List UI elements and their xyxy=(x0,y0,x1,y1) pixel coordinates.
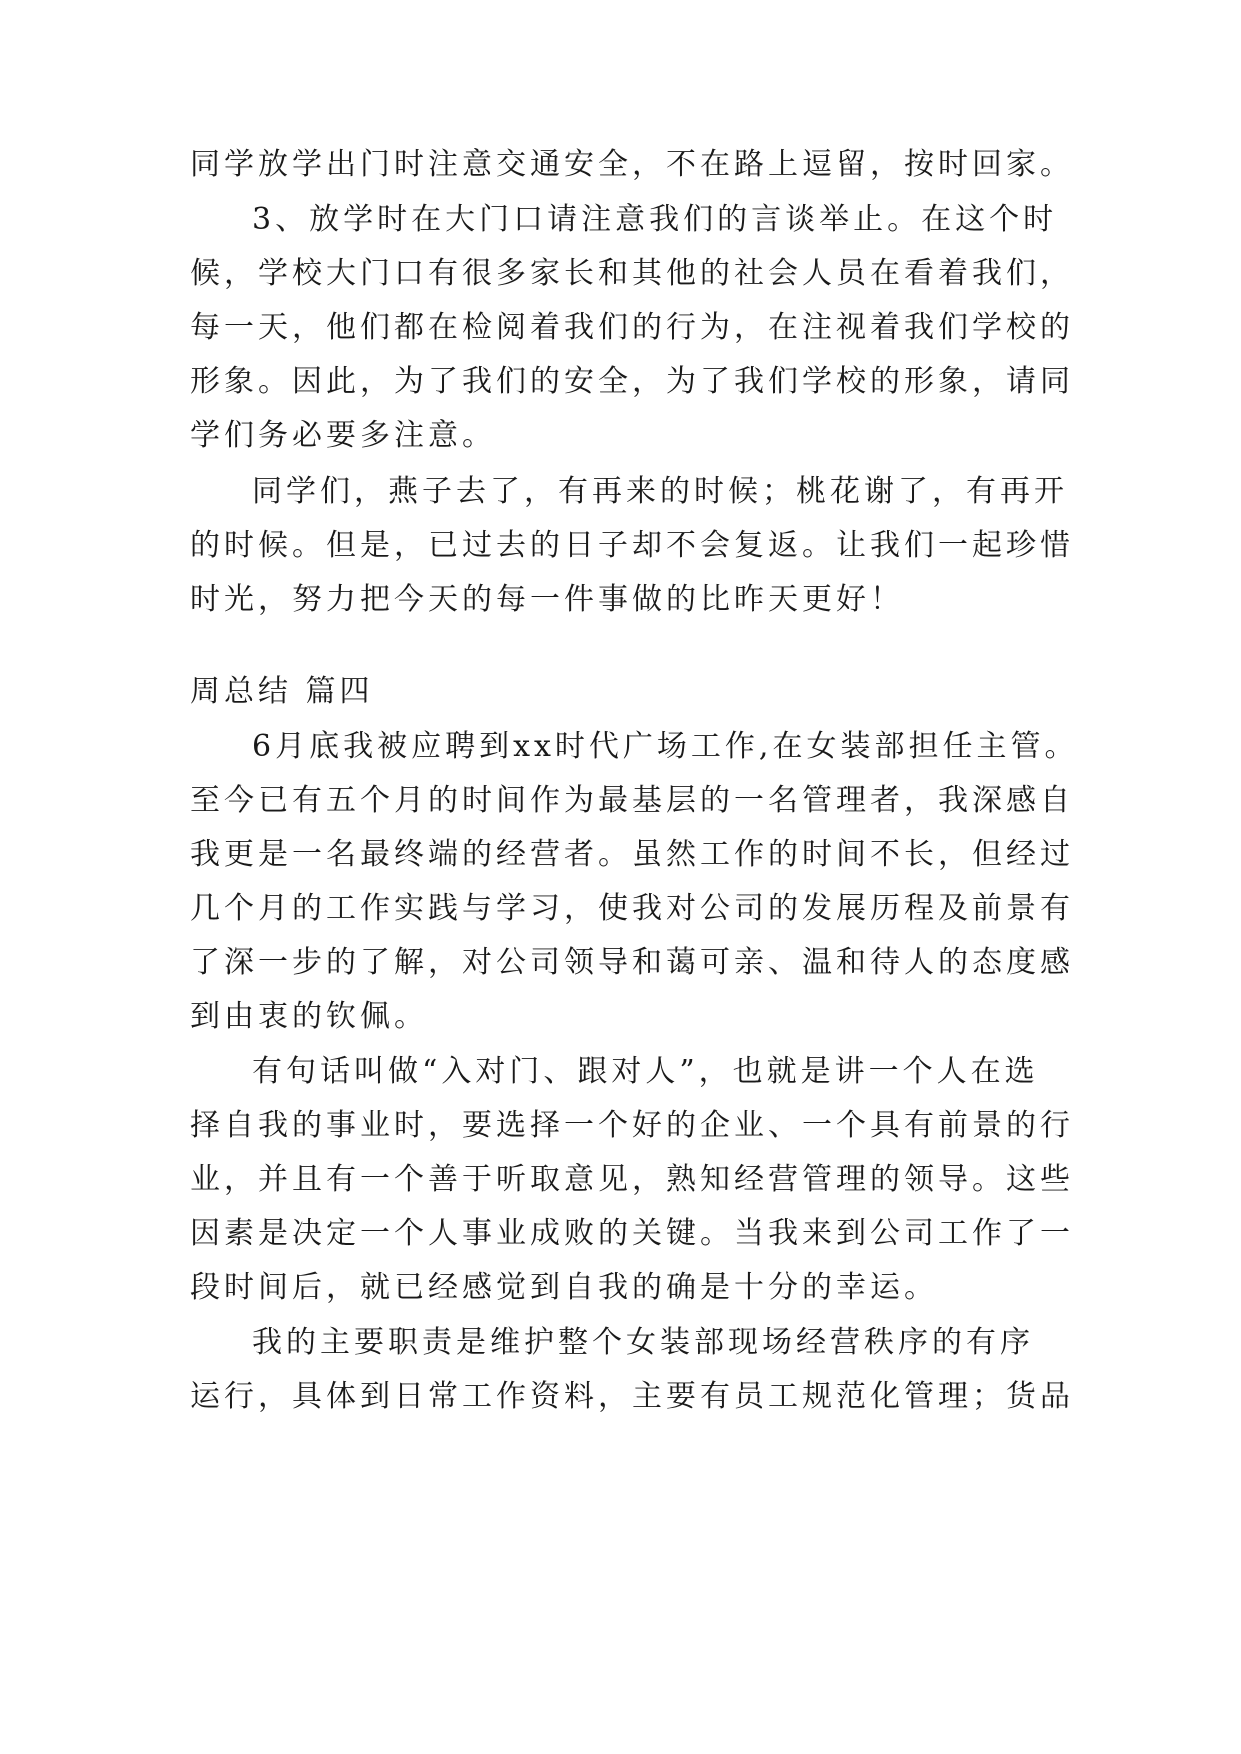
paragraph-line: 学们务必要多注意。 xyxy=(190,418,496,453)
paragraph-line: 几个月的工作实践与学习，使我对公司的发展历程及前景有 xyxy=(190,891,1074,926)
paragraph-line: 择自我的事业时，要选择一个好的企业、一个具有前景的行 xyxy=(190,1108,1074,1143)
paragraph-line: 到由衷的钦佩。 xyxy=(190,999,428,1034)
paragraph-line: 每一天，他们都在检阅着我们的行为，在注视着我们学校的 xyxy=(190,310,1074,345)
section-heading: 周总结 篇四 xyxy=(190,674,374,709)
paragraph-line: 6月底我被应聘到xx时代广场工作,在女装部担任主管。 xyxy=(252,729,1079,764)
paragraph-line: 候，学校大门口有很多家长和其他的社会人员在看着我们， xyxy=(190,256,1074,291)
paragraph-line: 至今已有五个月的时间作为最基层的一名管理者，我深感自 xyxy=(190,783,1074,818)
paragraph-line: 了深一步的了解，对公司领导和蔼可亲、温和待人的态度感 xyxy=(190,945,1074,980)
paragraph-line: 我更是一名最终端的经营者。虽然工作的时间不长，但经过 xyxy=(190,837,1074,872)
paragraph-line: 我的主要职责是维护整个女装部现场经营秩序的有序 xyxy=(252,1325,1034,1360)
paragraph-line: 时光，努力把今天的每一件事做的比昨天更好！ xyxy=(190,582,904,617)
paragraph-line: 因素是决定一个人事业成败的关键。当我来到公司工作了一 xyxy=(190,1216,1074,1251)
paragraph-line: 有句话叫做“入对门、跟对人”，也就是讲一个人在选 xyxy=(252,1054,1039,1089)
paragraph-line: 同学放学出门时注意交通安全，不在路上逗留，按时回家。 xyxy=(190,147,1074,182)
paragraph-line: 段时间后，就已经感觉到自我的确是十分的幸运。 xyxy=(190,1270,938,1305)
paragraph-line: 业，并且有一个善于听取意见，熟知经营管理的领导。这些 xyxy=(190,1162,1074,1197)
paragraph-line: 的时候。但是，已过去的日子却不会复返。让我们一起珍惜 xyxy=(190,528,1074,563)
paragraph-line: 同学们，燕子去了，有再来的时候；桃花谢了，有再开 xyxy=(252,474,1068,509)
paragraph-line: 形象。因此，为了我们的安全，为了我们学校的形象，请同 xyxy=(190,364,1074,399)
paragraph-line: 运行，具体到日常工作资料，主要有员工规范化管理；货品 xyxy=(190,1379,1074,1414)
paragraph-line: 3、放学时在大门口请注意我们的言谈举止。在这个时 xyxy=(252,202,1058,237)
